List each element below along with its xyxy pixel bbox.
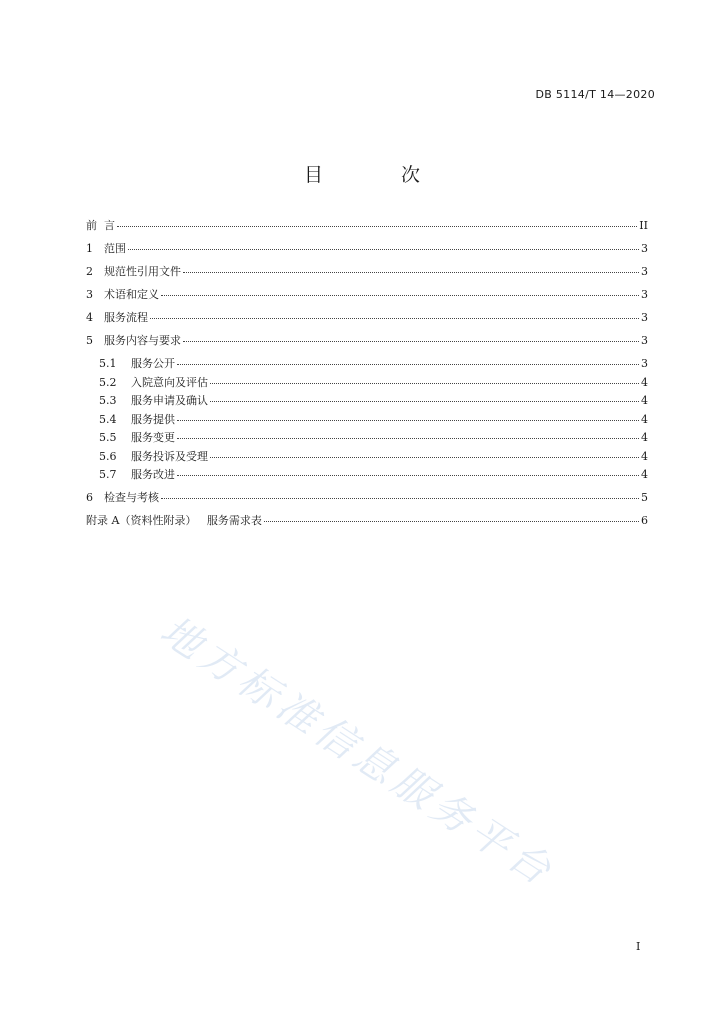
watermark: 地方标准信息服务平台 (152, 607, 563, 897)
toc-leader (210, 457, 639, 458)
toc-page: 4 (641, 412, 648, 426)
toc-entry-5[interactable] (86, 332, 648, 351)
toc-leader (210, 401, 639, 402)
toc-entry-5-5[interactable] (86, 429, 648, 448)
toc-label: 服务变更 (131, 431, 175, 444)
toc-label: 服务公开 (131, 357, 175, 370)
table-of-contents (86, 217, 648, 531)
toc-leader (161, 498, 639, 499)
toc-number: 1 (86, 242, 93, 255)
toc-page: 3 (641, 265, 648, 278)
toc-label: 服务内容与要求 (104, 334, 181, 347)
toc-label: 服务流程 (104, 311, 148, 324)
page-title: 目 次 (303, 164, 457, 186)
toc-page: 3 (641, 288, 648, 301)
toc-page: 4 (641, 431, 648, 444)
toc-entry-6[interactable] (86, 489, 648, 508)
toc-page: 3 (641, 357, 648, 370)
toc-entry-5-4[interactable] (86, 411, 648, 430)
toc-page: 3 (641, 311, 648, 324)
page-number: I (636, 940, 641, 953)
toc-page: 4 (641, 394, 648, 407)
toc-number: 5 (86, 334, 93, 347)
toc-leader (183, 272, 639, 273)
toc-leader (150, 318, 639, 319)
toc-label: 服务改进 (131, 468, 175, 481)
toc-label: 范围 (104, 242, 126, 255)
toc-page: 3 (641, 334, 648, 347)
toc-number: 5.2 (99, 375, 117, 389)
toc-label: 规范性引用文件 (104, 265, 181, 278)
toc-leader (128, 249, 639, 250)
toc-entry-2[interactable] (86, 263, 648, 282)
toc-entry-preface[interactable] (86, 217, 648, 236)
toc-page: 3 (641, 242, 648, 255)
toc-page: 4 (641, 468, 648, 481)
toc-number: 5.3 (99, 394, 117, 407)
toc-entry-5-6[interactable] (86, 448, 648, 467)
toc-number: 5.7 (99, 468, 117, 481)
toc-number: 5.5 (99, 431, 117, 444)
toc-entry-appendix-a[interactable] (86, 512, 648, 531)
toc-entry-4[interactable] (86, 309, 648, 328)
toc-label: 前 言 (86, 219, 115, 232)
toc-entry-5-2[interactable] (86, 374, 648, 393)
toc-leader (183, 341, 639, 342)
toc-leader (177, 364, 639, 365)
toc-label: 检查与考核 (104, 490, 159, 504)
toc-label: 术语和定义 (104, 288, 159, 301)
document-code: DB 5114/T 14—2020 (535, 88, 655, 101)
toc-entry-3[interactable] (86, 286, 648, 305)
toc-number: 5.4 (99, 412, 117, 426)
toc-leader (117, 226, 637, 227)
toc-number: 6 (86, 490, 93, 504)
toc-number: 5.6 (99, 449, 117, 463)
toc-number: 3 (86, 288, 93, 301)
toc-leader (264, 521, 639, 522)
toc-label: 服务提供 (131, 412, 175, 426)
toc-leader (177, 475, 639, 476)
toc-entry-5-3[interactable] (86, 392, 648, 411)
toc-label: 服务申请及确认 (131, 394, 208, 407)
toc-leader (177, 420, 639, 421)
toc-page: II (639, 219, 648, 232)
toc-page: 6 (641, 513, 648, 527)
toc-label: 附录 A（资料性附录） 服务需求表 (86, 513, 262, 527)
toc-label: 服务投诉及受理 (131, 449, 208, 463)
toc-leader (210, 383, 639, 384)
toc-entry-5-1[interactable] (86, 355, 648, 374)
toc-label: 入院意向及评估 (131, 375, 208, 389)
toc-entry-5-7[interactable] (86, 466, 648, 485)
toc-page: 4 (641, 449, 648, 463)
toc-entry-1[interactable] (86, 240, 648, 259)
toc-number: 4 (86, 311, 93, 324)
toc-number: 2 (86, 265, 93, 278)
toc-page: 4 (641, 375, 648, 389)
toc-leader (177, 438, 639, 439)
toc-page: 5 (641, 490, 648, 504)
toc-number: 5.1 (99, 357, 117, 370)
toc-leader (161, 295, 639, 296)
